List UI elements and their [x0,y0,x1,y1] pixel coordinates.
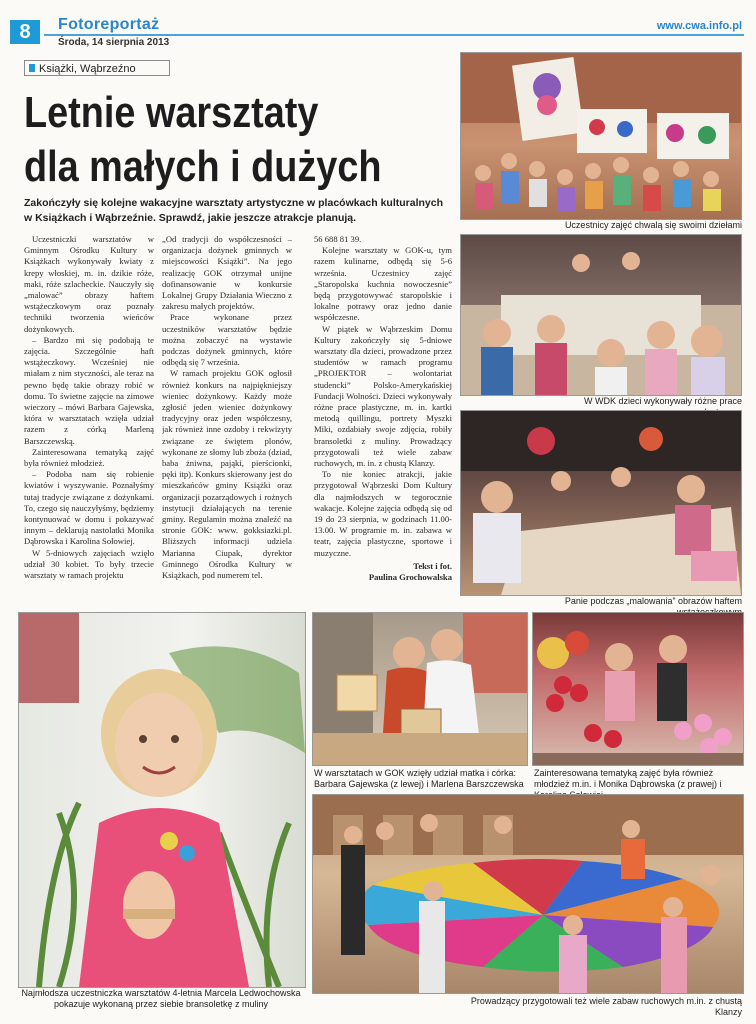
paragraph: W piątek w Wąbrzeskim Domu Kultury zakończyły się 5-dniowe warsztaty dla dzieci, prowadzone przez studentów w ramach programu „PROJEKTOR – wolontariat studencki” Polsko-Amerykańskiej Fundacji Wolności. Dzieci wykonywały różne prace plastyczne, m. in. kartki metodą quillingu, portrety Myszki Miki, ozdabiały swoje zdjęcia, robiły bransoletki z muliny. Prowadzący przygotowali też wiele zabaw ruchowych, m. in. z chustą Klanzy. [314,323,452,469]
photo-caption-1: Uczestnicy zajęć chwalą się swoimi dziełami [564,220,742,230]
photo-children-crafts [460,234,742,396]
paragraph: Kolejne warsztaty w GOK-u, tym razem kulinarne, odbędą się 5-6 września. Uczestnicy zajęć „Staropolska kuchnia nowoczesnie” będą przygotowywać staropolskie i lokalne potrawy oraz jedno danie współczesne. [314,245,452,323]
photo-caption-4: Najmłodsza uczestniczka warsztatów 4-letnia Marcela Ledwochowska pokazuje wykonaną przez siebie bransoletkę z muliny [21,988,301,1009]
little-girl-illustration [19,613,305,987]
paragraph: „Od tradycji do współczesności – organizacja dożynek gminnych w miejscowości Książki”. Na jego realizację GOK otrzymał unijne dofinansowanie w konkursie Lokalnej Grupy Działania Wieczno z zakresu małych projektów. [162,234,292,312]
location-tag: Książki, Wąbrzeźno [24,60,170,76]
photo-caption-6: Zainteresowana tematyką zajęć była również młodzież m.in. i Monika Dąbrowska (z prawej) i [534,768,722,789]
photo-caption-5: W warsztatach w GOK wzięły udział matka i córka: Barbara Gajewska (z lewej) i Marlena Barszczewska [314,768,524,789]
photo-parachute-game [312,794,744,994]
headline-line-2: dla małych i dużych [24,142,382,191]
article-column-1 [24,234,154,612]
paragraph: W 5-dniowych zajęciach wzięło udział 30 kobiet. To były trzecie warsztaty w ramach projektu [24,547,154,581]
photo-mother-daughter [312,612,528,766]
paragraph: Zainteresowana tematyką zajęć była również młodzież. [24,446,154,469]
photo-caption-2: W WDK dzieci wykonywały różne prace [583,396,742,406]
website-link[interactable]: www.cwa.info.pl [656,20,742,32]
photo-caption-7: Prowadzący przygotowali też wiele zabaw ruchowych m.in. z chustą Klanzy [470,996,742,1017]
paragraph: – Bardzo mi się podobają te zajęcia. Szczególnie haft wstążeczkowy. Wcześniej nie miałam z nim styczności, ale teraz na pewno będę takie obrazy robić w domu. To świetne zajęcie na zimowe wieczory – mówi Barbara Gajewska, która w warsztatach wzięła udział razem z córką Marleną Barszczewską. [24,334,154,446]
paragraph: W ramach projektu GOK ogłosił również konkurs na najpiękniejszy wieniec dożynkowy. Każdy może zgłosić jeden wieniec dożynkowy tradycyjny oraz jeden współczesny, jak również inne ozdoby i rekwizyty związane ze świętem plonów, wykonane ze słomy lub zboża (dziad, baba żniwna, pająki, pierścionki, pęki itp). Konkurs skierowany jest do mieszkańców gminy Książki oraz organizacji pozarządowych i rożnych instytucji działających na terenie gminy. Regulamin można znaleźć na stronie GOK: www. gokksiazki.pl. Bliższych informacji udziela Marianna Ciupak, dyrektor Gminnego Ośrodka Kultury w Książkach, pod numerem tel. [162,368,292,581]
photo-women-embroidering [460,410,742,596]
paragraph: To nie koniec atrakcji, jakie przygotował Wąbrzeski Dom Kultury dla najmłodszych w tegorocznie wakacje. Kolejne zajęcia odbędą się od 19 do 23 sierpnia, w godzinach 11.00-13.00. W programie m. in. zabawa w teatr, zajęcia plastyczne, sportowe i muzyczne. [314,469,452,558]
children-crafts-illustration [461,235,741,395]
photo-caption-3: Panie podczas „malowania” obrazów haftem [564,596,742,606]
women-embroidering-illustration [461,411,741,595]
photo-kids-with-artworks [460,52,742,220]
paragraph: Uczestniczki warsztatów w Gminnym Ośrodku Kultury w Książkach wykonywały kwiaty z krepy włoskiej, m. in. dzikie róże, maki, róże szlacheckie. Nauczyły się „malować” obrazy haftem wstążeczkowym oraz poznały techniki tworzenia wieńców dożynkowych. [24,234,154,334]
article-column-3 [314,234,452,612]
paragraph: 56 688 81 39. [314,234,362,244]
page-number: 8 [10,20,40,44]
issue-date: Środa, 14 sierpnia 2013 [58,37,170,48]
parachute-game-illustration [313,795,743,993]
author-credit-line-1: Tekst i fot. [413,560,452,571]
paragraph: – Podoba nam się robienie kwiatów i wyszywanie. Poznałyśmy tutaj tradycje związane z dożynkami. To, czego się nauczyłyśmy, będziemy kontynuować w domu i pokazywać innym – deklarują nastolatki Monika Dąbrowska i Karolina Sołowiej. [24,469,154,547]
kids-with-artworks-illustration [461,53,741,219]
flowers-youth-illustration [533,613,743,765]
header-rule [44,34,744,36]
article-column-2 [162,234,292,612]
mother-daughter-illustration [313,613,527,765]
paragraph: Prace wykonane przez uczestników warsztatów będzie można zobaczyć na wystawie podczas dożynek gminnych, które odbędą się 7 września. [162,312,292,368]
author-name: Paulina Grochowalska [368,572,452,583]
lead-paragraph: Zakończyły się kolejne wakacyjne warsztaty artystyczne w placówkach kulturalnych w Książkach i Wąbrzeźnie. Sprawdź, jakie jeszcze atrakcje planują. [24,197,444,224]
photo-little-girl [18,612,306,988]
section-title: Fotoreportaż [58,16,160,33]
headline [24,86,402,194]
photo-flowers-youth [532,612,744,766]
headline-line-1: Letnie warsztaty [24,88,319,137]
